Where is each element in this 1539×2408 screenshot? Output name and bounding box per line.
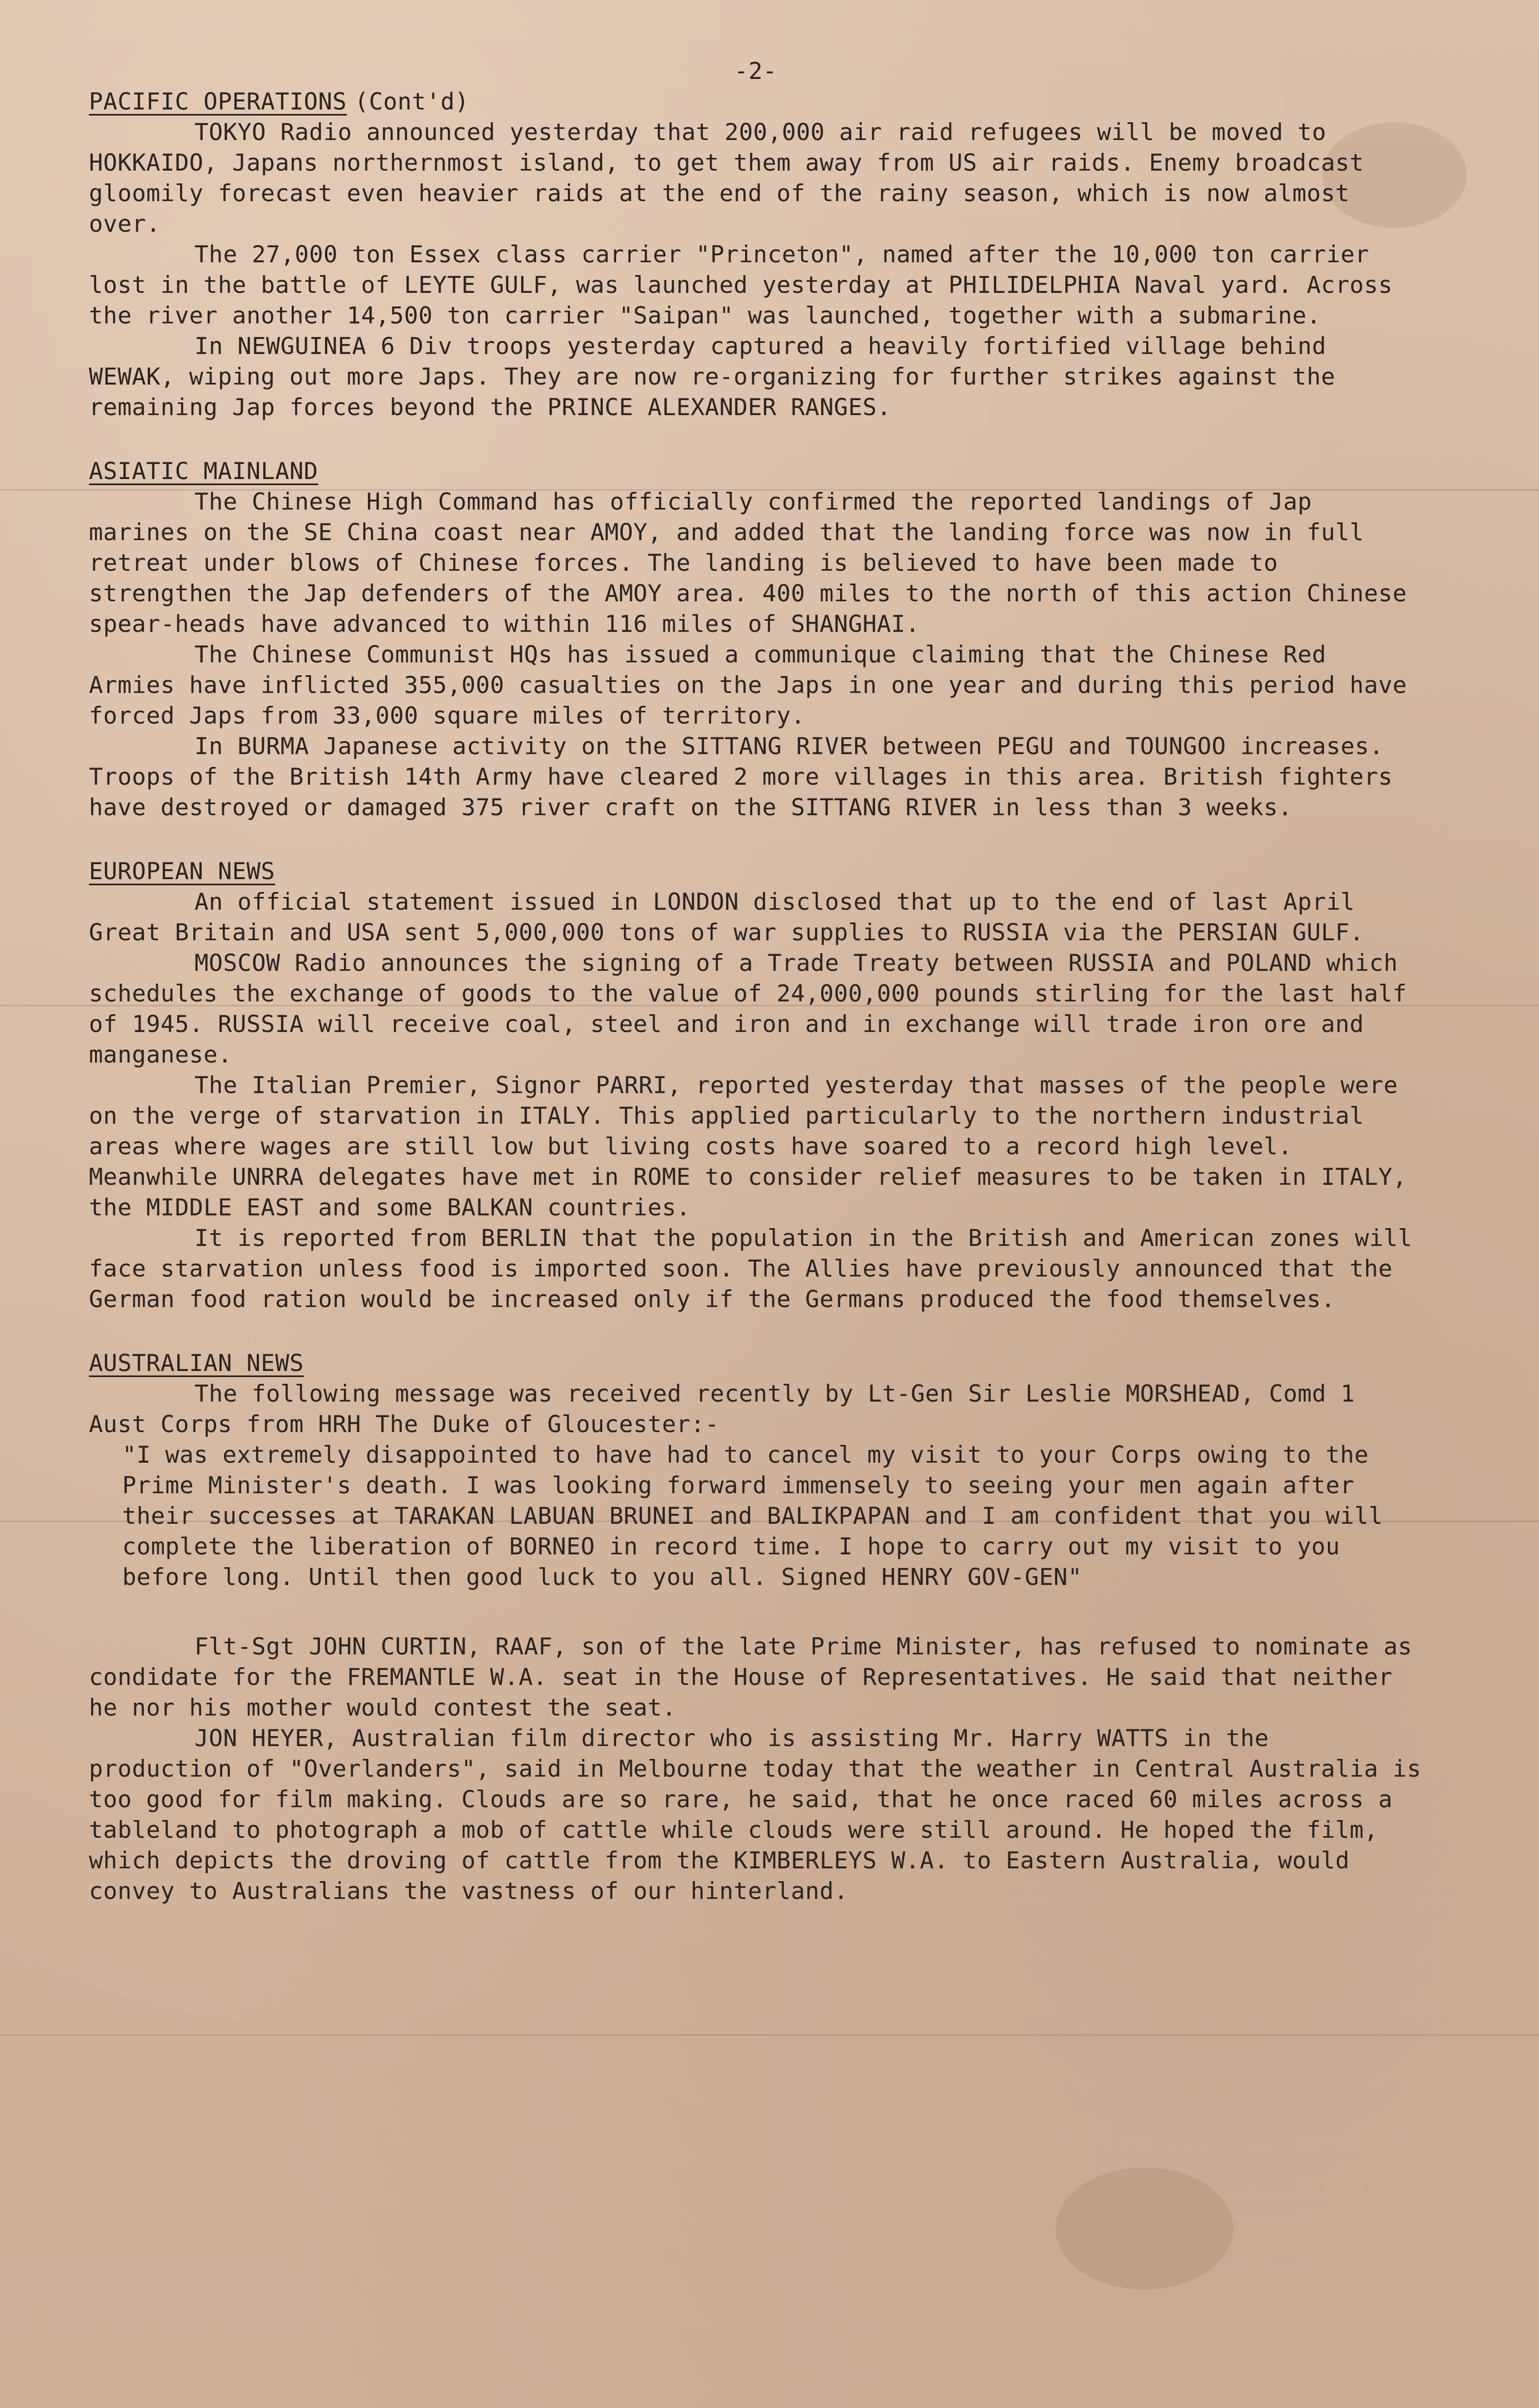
section-heading: EUROPEAN NEWS	[89, 857, 276, 885]
spacer	[89, 1592, 1422, 1631]
paragraph: JON HEYER, Australian film director who is assisting Mr. Harry WATTS in the production of "Overlanders", said in Melbourne today that the weather in Central Australia is too good for film making. Clouds are so rare, he said, that he once raced 60 miles across a tableland to photograph a mob of cattle while clouds were still around. He hoped the film, which depicts the droving of cattle from the KIMBERLEYS W.A. to Eastern Australia, would convey to Australians the vastness of our hinterland.	[89, 1724, 1422, 1905]
quoted-message: "I was extremely disappointed to have had to cancel my visit to your Corps owing to the Prime Minister's death. I was looking forward immensely to seeing your men again after their successes at TARAKAN LABUAN BRUNEI and BALIKPAPAN and I am confident that you will complete the liberation of BORNEO in record time. I hope to carry out my visit to you before long. Until then good luck to you all. Signed HENRY GOV-GEN"	[122, 1441, 1383, 1591]
paragraph: In BURMA Japanese activity on the SITTANG RIVER between PEGU and TOUNGOO increases. Troops of the British 14th Army have cleared 2 more villages in this area. British fighters have destroyed or damaged 375 river craft on the SITTANG RIVER in less than 3 weeks.	[89, 732, 1393, 821]
paragraph: In NEWGUINEA 6 Div troops yesterday captured a heavily fortified village behind WEWAK, wiping out more Japs. They are now re-organizing for further strikes against the remaining Jap forces beyond the PRINCE ALEXANDER RANGES.	[89, 332, 1336, 421]
section-heading: PACIFIC OPERATIONS	[89, 88, 347, 115]
paragraph: The Italian Premier, Signor PARRI, reported yesterday that masses of the people were on the verge of starvation in ITALY. This applied particularly to the northern industrial areas where wages are still low but living costs have soared to a record high level. Meanwhile UNRRA delegates have met in ROME to consider relief measures to be taken in ITALY, the MIDDLE EAST and some BALKAN countries.	[89, 1071, 1407, 1221]
paragraph: The following message was received recently by Lt-Gen Sir Leslie MORSHEAD, Comd 1 Aust Corps from HRH The Duke of Gloucester:-	[89, 1380, 1355, 1438]
paragraph: MOSCOW Radio announces the signing of a Trade Treaty between RUSSIA and POLAND which schedules the exchange of goods to the value of 24,000,000 pounds stirling for the last half of 1945. RUSSIA will receive coal, steel and iron and in exchange will trade iron ore and manganese.	[89, 949, 1407, 1068]
section-australian-news	[89, 1348, 1422, 1906]
section-european-news	[89, 856, 1422, 1314]
section-pacific-operations	[89, 86, 1422, 422]
section-asiatic-mainland	[89, 456, 1422, 822]
paper-stain	[1056, 2167, 1233, 2290]
paragraph: The Chinese High Command has officially confirmed the reported landings of Jap marines on the SE China coast near AMOY, and added that the landing force was now in full retreat under blows of Chinese forces. The landing is believed to have been made to strengthen the Jap defenders of the AMOY area. 400 miles to the north of this action Chinese spear-heads have advanced to within 116 miles of SHANGHAI.	[89, 488, 1407, 637]
paper-fold-line	[0, 2034, 1539, 2036]
paragraph: The Chinese Communist HQs has issued a communique claiming that the Chinese Red Armies have inflicted 355,000 casualties on the Japs in one year and during this period have forced Japs from 33,000 square miles of territory.	[89, 641, 1407, 729]
section-heading: ASIATIC MAINLAND	[89, 457, 318, 485]
document-body	[89, 56, 1422, 1906]
paragraph: It is reported from BERLIN that the population in the British and American zones will face starvation unless food is imported soon. The Allies have previously announced that the German food ration would be increased only if the Germans produced the food themselves.	[89, 1224, 1412, 1313]
paragraph: The 27,000 ton Essex class carrier "Princeton", named after the 10,000 ton carrier lost in the battle of LEYTE GULF, was launched yesterday at PHILIDELPHIA Naval yard. Across the river another 14,500 ton carrier "Saipan" was launched, together with a submarine.	[89, 241, 1393, 329]
paragraph: An official statement issued in LONDON disclosed that up to the end of last April Great Britain and USA sent 5,000,000 tons of war supplies to RUSSIA via the PERSIAN GULF.	[89, 888, 1364, 946]
section-heading-suffix: (Cont'd)	[354, 88, 469, 115]
paragraph: TOKYO Radio announced yesterday that 200,000 air raid refugees will be moved to HOKKAIDO, Japans northernmost island, to get them away from US air raids. Enemy broadcast gloomily forecast even heavier raids at the end of the rainy season, which is now almost over.	[89, 118, 1364, 237]
section-heading: AUSTRALIAN NEWS	[89, 1349, 304, 1377]
paragraph: Flt-Sgt JOHN CURTIN, RAAF, son of the late Prime Minister, has refused to nominate as condidate for the FREMANTLE W.A. seat in the House of Representatives. He said that neither he nor his mother would contest the seat.	[89, 1633, 1412, 1721]
page-number: -2-	[734, 57, 777, 84]
